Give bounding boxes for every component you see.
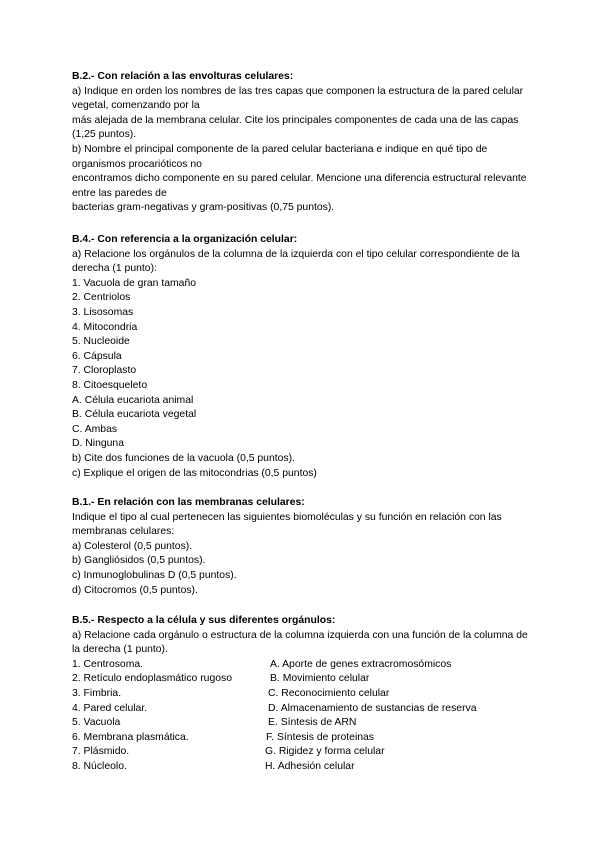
section-b5 [72,614,532,775]
list-item: 5. Nucleoide [72,336,130,348]
list-item: c) Inmunoglobulinas D (0,5 puntos). [72,569,237,581]
list-item: a) Colesterol (0,5 puntos). [72,540,193,552]
matching-left: 7. Plásmido. [72,746,130,758]
matching-right: B. Movimiento celular [270,673,370,685]
section-b1-line: Indique el tipo al cual pertenecen las siguientes biomoléculas y su función en relación con las membranas celulares: [72,511,502,538]
list-item: B. Célula eucariota vegetal [72,409,197,421]
matching-left: 6. Membrana plasmática. [72,731,189,743]
section-b2-line: bacterias gram-negativas y gram-positivas (0,75 puntos). [72,202,335,214]
matching-right: A. Aporte de genes extracromosómicos [270,658,452,670]
matching-row [72,672,532,687]
section-b2 [72,70,532,216]
matching-right: G. Rigidez y forma celular [265,746,385,758]
matching-right: H. Adhesión celular [265,760,355,772]
matching-right: F. Síntesis de proteinas [266,731,375,743]
section-b5-intro: a) Relacione cada orgánulo o estructura de la columna izquierda con una función de la columna de la derecha (1 punto). [72,629,528,656]
matching-right: E. Síntesis de ARN [268,717,357,729]
list-item: C. Ambas [72,423,118,435]
section-b5-heading: B.5.- Respecto a la célula y sus diferentes orgánulos: [72,615,336,626]
matching-row [72,760,532,775]
matching-row [72,731,532,746]
section-b1-heading: B.1.- En relación con las membranas celulares: [72,497,305,508]
list-item: b) Gangliósidos (0,5 puntos). [72,555,206,567]
matching-left: 1. Centrosoma. [72,658,144,670]
section-b2-line: encontramos dicho componente en su pared celular. Mencione una diferencia estructural relevante entre las paredes de [72,173,527,199]
matching-left: 2. Retículo endoplasmático rugoso [72,673,232,685]
matching-row [72,745,532,760]
section-b4-line: a) Relacione los orgánulos de la columna de la izquierda con el tipo celular correspondiente de la derecha (1 punto): [72,248,520,275]
section-b4-line: c) Explique el origen de las mitocondrias (0,5 puntos) [72,467,317,479]
list-item: 1. Vacuola de gran tamaño [72,277,197,289]
section-b2-line: b) Nombre el principal componente de la pared celular bacteriana e indique en qué tipo de organismos procarióticos no [72,143,488,170]
matching-left: 8. Núcleolo. [72,760,127,772]
section-b4-line: b) Cite dos funciones de la vacuola (0,5 puntos). [72,452,295,464]
list-item: 2. Centriolos [72,292,131,304]
list-item: 3. Lisosomas [72,306,134,318]
list-item: 8. Citoesqueleto [72,379,148,391]
matching-right: D. Almacenamiento de sustancias de reserva [268,702,477,714]
list-item: 4. Mitocondria [72,321,138,333]
section-b2-heading: B.2.- Con relación a las envolturas celulares: [72,71,294,82]
section-b1 [72,496,532,598]
matching-row [72,702,532,717]
matching-left: 5. Vacuola [72,717,121,729]
section-b2-line: a) Indique en orden los nombres de las tres capas que componen la estructura de la pared celular vegetal, comenzando por la [72,85,524,112]
matching-left: 3. Fimbria. [72,687,122,699]
matching-left: 4. Pared celular. [72,702,148,714]
section-b4 [72,233,532,481]
matching-row [72,658,532,673]
list-item: D. Ninguna [72,438,124,450]
list-item: 6. Cápsula [72,350,122,362]
section-b4-heading: B.4.- Con referencia a la organización celular: [72,234,298,245]
matching-row [72,716,532,731]
list-item: 7. Cloroplasto [72,365,137,377]
matching-right: C. Reconocimiento celular [268,687,390,699]
section-b2-line: más alejada de la membrana celular. Cite los principales componentes de cada una de las capas (1,25 puntos). [72,114,519,141]
matching-row [72,687,532,702]
list-item: d) Citocromos (0,5 puntos). [72,584,198,596]
list-item: A. Célula eucariota animal [72,394,194,406]
